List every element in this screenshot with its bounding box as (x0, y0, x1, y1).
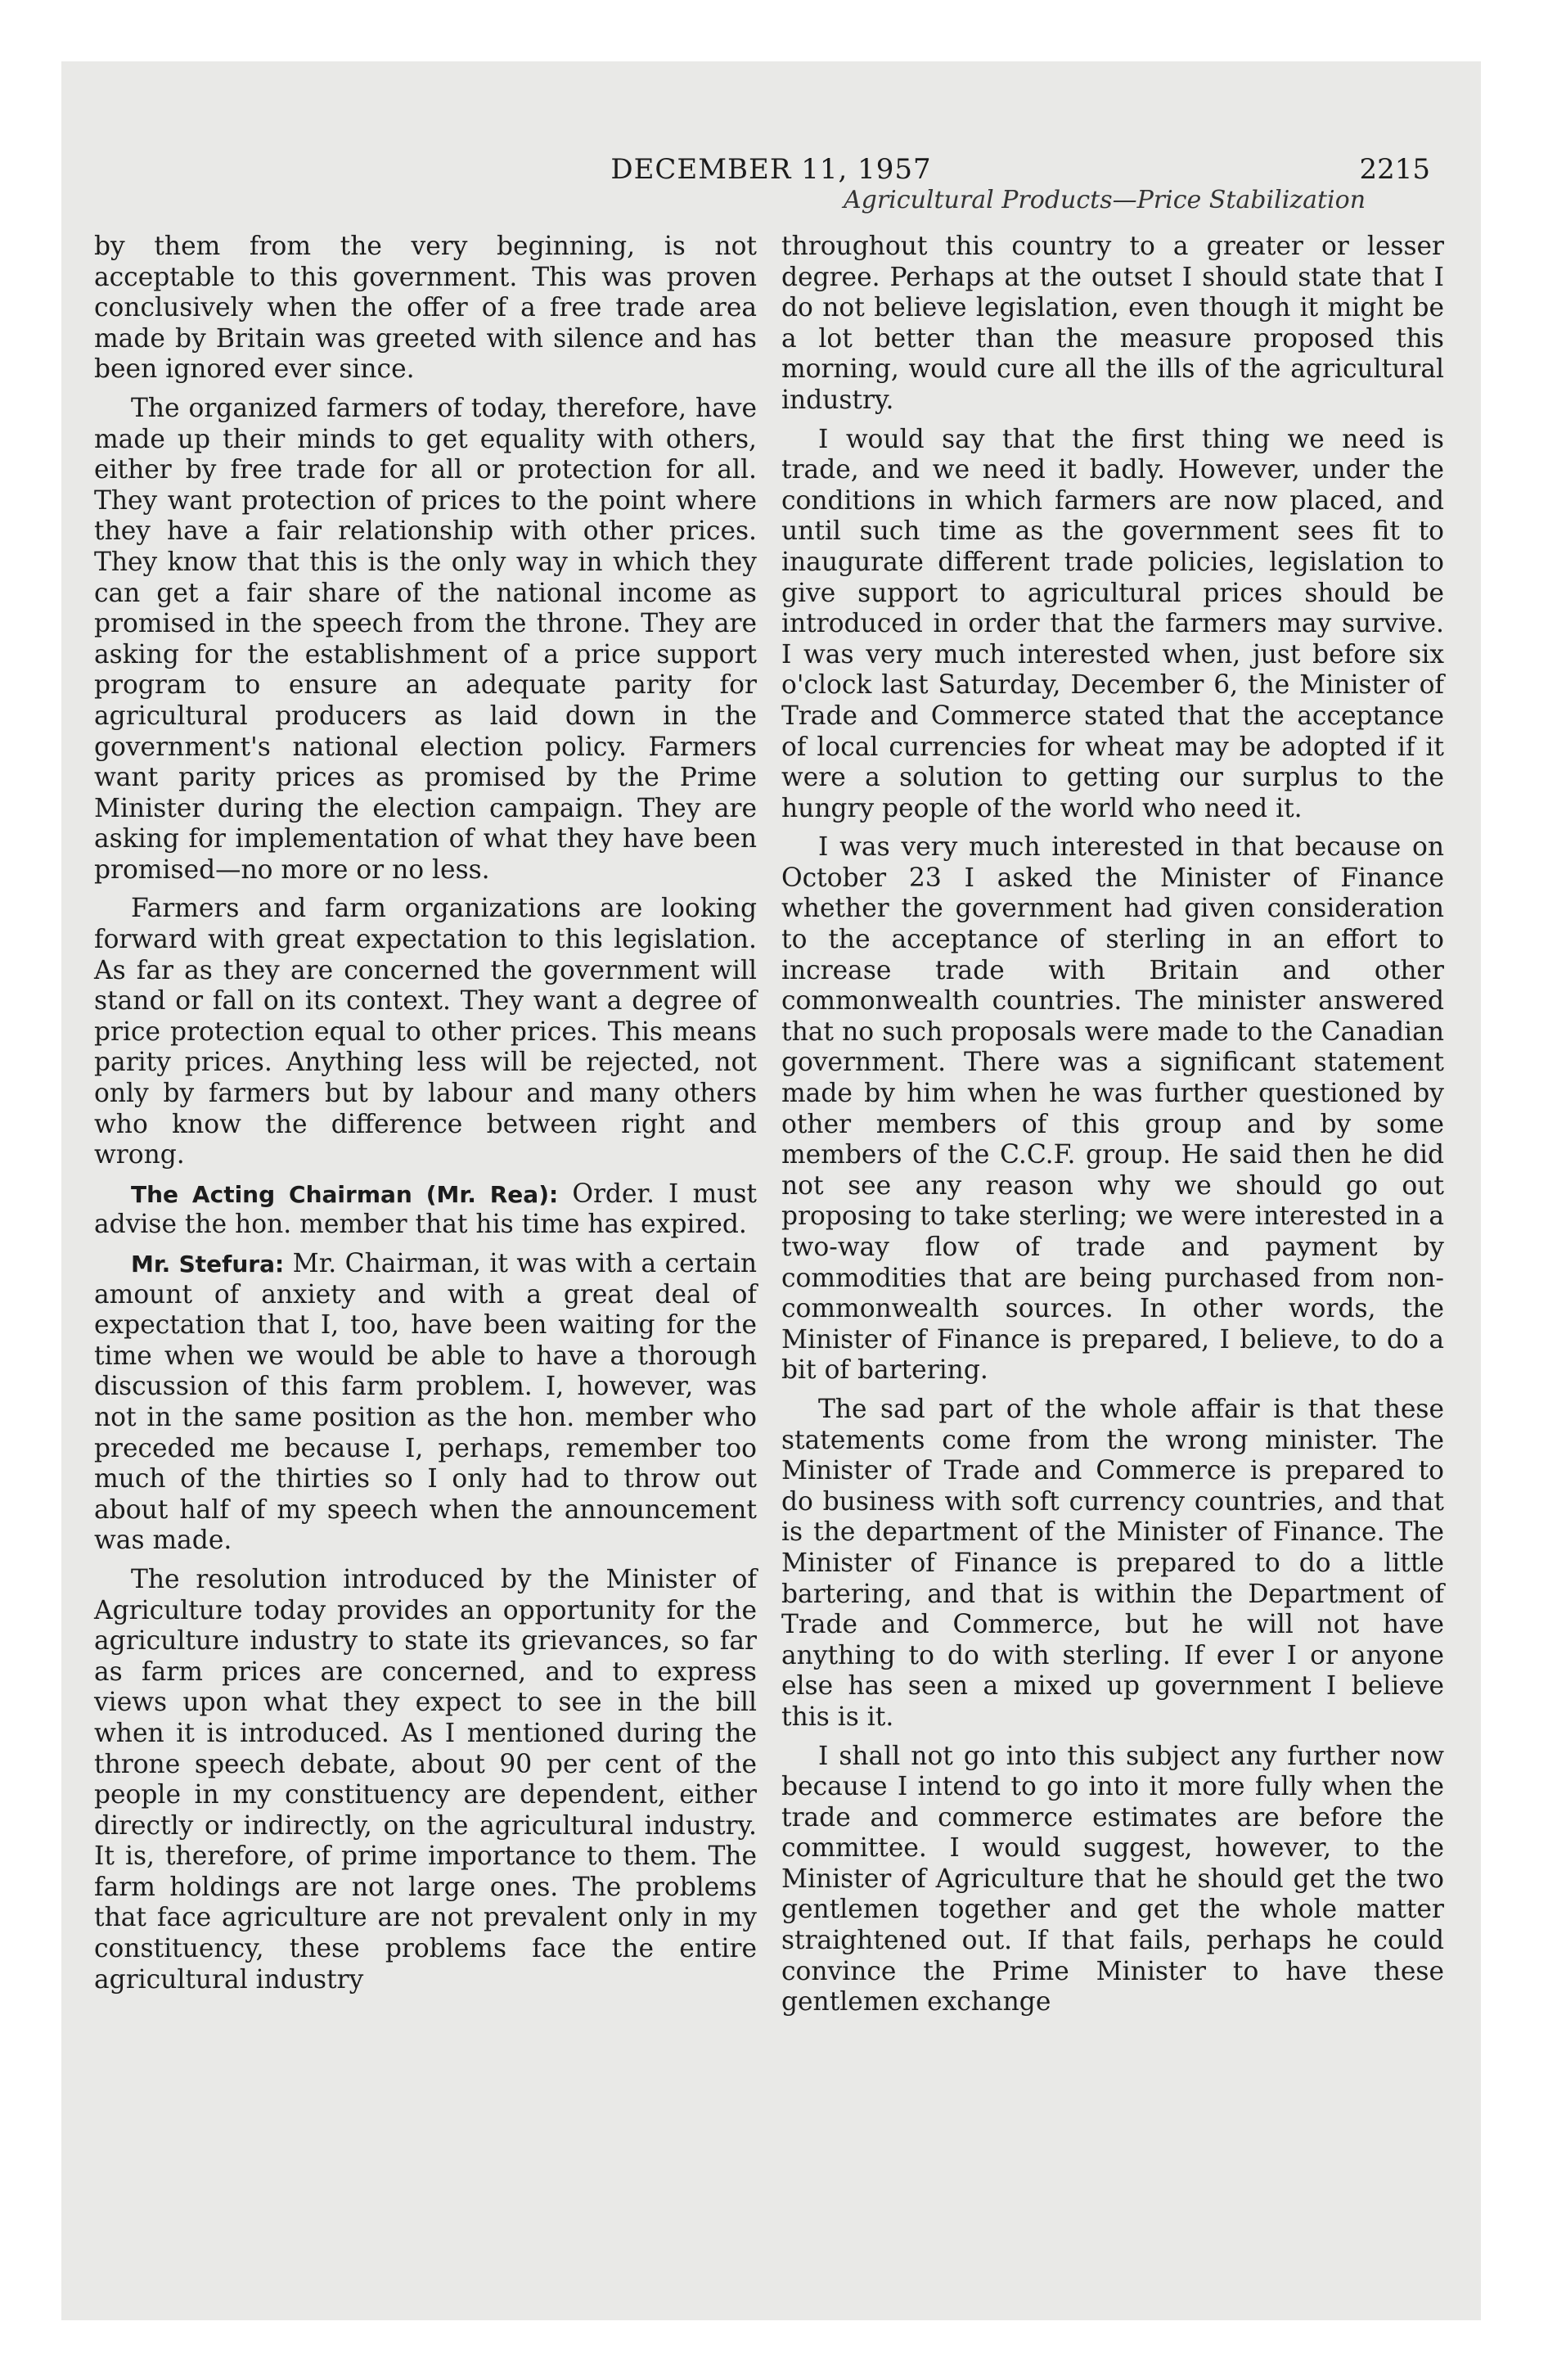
speaker-name: Mr. Stefura: (131, 1251, 285, 1278)
paragraph-text: I shall not go into this subject any further now because I intend to go into it more fully when the trade and commerce estimates are before the committee. I would suggest, however, to the Minister of Agriculture that he should get the two gentlemen together and get the whole matter straightened out. If that fails, perhaps he could convince the Prime Minister to have these gentlemen exchange (781, 1741, 1444, 2017)
paragraph (781, 832, 1444, 1386)
paragraph (781, 1742, 1444, 2018)
left-column (94, 232, 757, 2004)
paragraph-text: The organized farmers of today, therefore, have made up their minds to get equality with others, either by free trade for all or protection for all. They want protection of prices to the point where they have a fair relationship with other prices. They know that this is the only way in which they can get a fair share of the national income as promised in the speech from the throne. They are asking for the establishment of a price support program to ensure an adequate parity for agricultural producers as laid down in the government's national election policy. Farmers want parity prices as promised by the Prime Minister during the election campaign. They are asking for implementation of what they have been promised—no more or no less. (94, 393, 757, 885)
paragraph-text: I would say that the first thing we need is trade, and we need it badly. However, under the conditions in which farmers are now placed, and until such time as the government sees fit to inaugurate different trade policies, legislation to give support to agricultural prices should be introduced in order that the farmers may survive. I was very much interested when, just before six o'clock last Saturday, December 6, the Minister of Trade and Commerce stated that the acceptance of local currencies for wheat may be adopted if it were a solution to getting our surplus to the hungry people of the world who need it. (781, 424, 1444, 823)
paragraph (781, 232, 1444, 417)
paragraph (94, 1249, 757, 1557)
paragraph (94, 1179, 757, 1241)
paragraph-text: I was very much interested in that because on October 23 I asked the Minister of Finance whether the government had given consideration to the acceptance of sterling in an effort to increase trade with Britain and other commonwealth countries. The minister answered that no such proposals were made to the Canadian government. There was a significant statement made by him when he was further questioned by other members of this group and by some members of the C.C.F. group. He said then he did not see any reason why we should go out proposing to take sterling; we were interested in a two-way flow of trade and payment by commodities that are being purchased from non-commonwealth sources. In other words, the Minister of Finance is prepared, I believe, to do a bit of bartering. (781, 832, 1444, 1386)
paragraph-text: Farmers and farm organizations are looking forward with great expectation to this legislation. As far as they are concerned the government will stand or fall on its context. They want a degree of price protection equal to other prices. This means parity prices. Anything less will be rejected, not only by farmers but by labour and many others who know the difference between right and wrong. (94, 894, 757, 1170)
header-subject: Agricultural Products—Price Stabilization (843, 186, 1366, 214)
paragraph (94, 232, 757, 385)
paragraph-text: by them from the very beginning, is not acceptable to this government. This was proven conclusively when the offer of a free trade area made by Britain was greeted with silence and has been ignored ever since. (94, 232, 757, 385)
paragraph-text: Mr. Chairman, it was with a certain amount of anxiety and with a great deal of expectation that I, too, have been waiting for the time when we would be able to have a thorough discussion of this farm problem. I, however, was not in the same position as the hon. member who preceded me because I, perhaps, remember too much of the thirties so I only had to throw out about half of my speech when the announcement was made. (94, 1249, 758, 1556)
page-number: 2215 (1359, 153, 1430, 186)
document-page (61, 61, 1481, 2320)
paragraph-text: Order. I must advise the hon. member that his time has expired. (94, 1179, 757, 1240)
paragraph (781, 1395, 1444, 1733)
header-date: DECEMBER 11, 1957 (610, 153, 932, 186)
paragraph (94, 394, 757, 886)
right-column (781, 232, 1444, 2026)
speaker-name: The Acting Chairman (Mr. Rea): (131, 1180, 559, 1208)
paragraph (94, 1565, 757, 1995)
paragraph-text: The resolution introduced by the Minister of Agriculture today provides an opportunity for the agriculture industry to state its grievances, so far as farm prices are concerned, and to express views upon what they expect to see in the bill when it is introduced. As I mentioned during the throne speech debate, about 90 per cent of the people in my constituency are dependent, either directly or indirectly, on the agricultural industry. It is, therefore, of prime importance to them. The farm holdings are not large ones. The problems that face agriculture are not prevalent only in my constituency, these problems face the entire agricultural industry (94, 1564, 757, 1995)
paragraph-text: throughout this country to a greater or lesser degree. Perhaps at the outset I should state that I do not believe legislation, even though it might be a lot better than the measure proposed this morning, would cure all the ills of the agricultural industry. (781, 232, 1444, 415)
paragraph (781, 425, 1444, 825)
paragraph-text: The sad part of the whole affair is that these statements come from the wrong minister. The Minister of Trade and Commerce is prepared to do business with soft currency countries, and that is the department of the Minister of Finance. The Minister of Finance is prepared to do a little bartering, and that is within the Department of Trade and Commerce, but he will not have anything to do with sterling. If ever I or anyone else has seen a mixed up government I believe this is it. (781, 1394, 1444, 1732)
paragraph (94, 894, 757, 1170)
